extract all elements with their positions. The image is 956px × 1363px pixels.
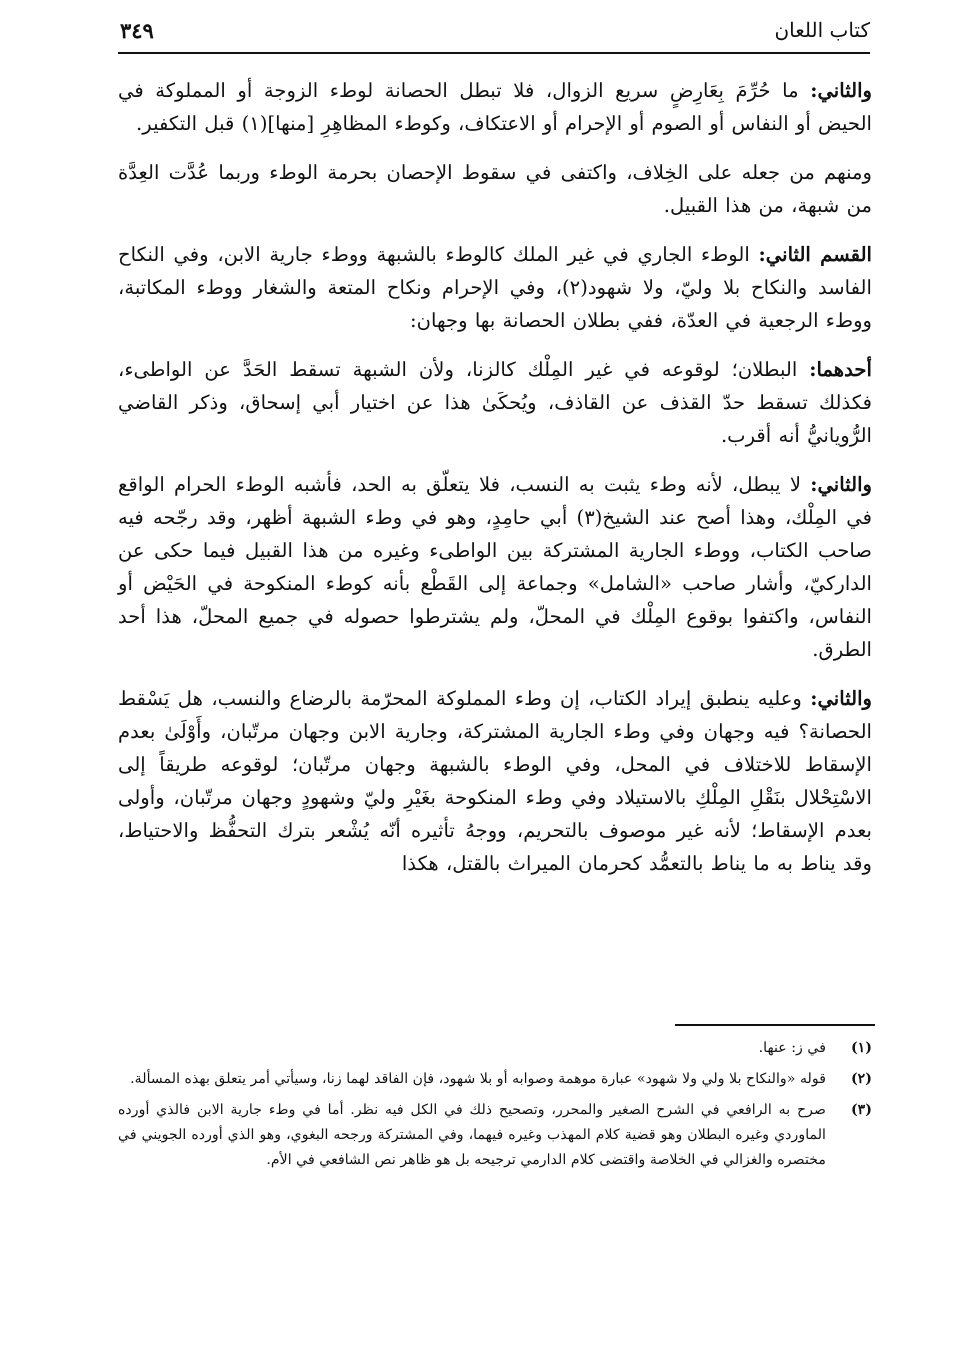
- paragraph-5: [118, 468, 872, 666]
- paragraph-body: ما حُرِّمَ بِعَارِضٍ سريع الزوال، فلا تبطل الحصانة لوطء الزوجة أو المملوكة في الحيض أو النفاس أو الصوم أو الإحرام أو الاعتكاف، وكوطء المظاهِرِ [منها](١) قبل التكفير.: [118, 79, 872, 135]
- footnote-number: (٣): [850, 1102, 872, 1118]
- paragraph-lead: أحدهما:: [809, 358, 872, 381]
- footnote-3: [118, 1098, 872, 1173]
- footnote-text: صرح به الرافعي في الشرح الصغير والمحرر، وتصحيح ذلك في الكل فيه نظر. أما في وطء جارية الابن فالذي أورده الماوردي وغيره البطلان وهو قضية كلام المهذب وغيره فيهما، وفي المشتركة ورجحه البغوي، وهو الذي أورده الجويني في مختصره والغزالي في الخلاصة واقتضى كلام الدارمي ترجيحه بل هو ظاهر نص الشافعي في الأم.: [118, 1102, 826, 1168]
- paragraph-body: الوطء الجاري في غير الملك كالوطء بالشبهة ووطء جارية الابن، وفي النكاح الفاسد والنكاح بلا وليّ، ولا شهود(٢)، وفي الإحرام ونكاح المتعة والشغار ووطء المكاتبة، ووطء الرجعية في العدّة، ففي بطلان الحصانة بها وجهان:: [118, 243, 872, 332]
- paragraph-body: البطلان؛ لوقوعه في غير المِلْك كالزنا، ولأن الشبهة تسقط الحَدَّ عن الواطىء، فكذلك تسقط حدّ القذف عن القاذف، ويُحكَىٰ هذا عن اختيار أبي إسحاق، وذكر القاضي الرُّويانيُّ أنه أقرب.: [118, 358, 872, 447]
- paragraph-2: [118, 156, 872, 222]
- paragraph-body: ومنهم من جعله على الخِلاف، واكتفى في سقوط الإحصان بحرمة الوطء وربما عُدَّت العِدَّة من شبهة، من هذا القبيل.: [118, 161, 872, 217]
- footnote-text: قوله «والنكاح بلا ولي ولا شهود» عبارة موهمة وصوابه أو بلا شهود، فإن الفاقد لهما زنا، وسيأتي أمر يتعلق بهذه المسألة.: [130, 1071, 826, 1087]
- footnote-number: (٢): [850, 1071, 872, 1087]
- paragraph-body: وعليه ينطبق إيراد الكتاب، إن وطء المملوكة المحرّمة بالرضاع والنسب، هل يَسْقط الحصانة؟ فيه وجهان وفي وطء الجارية المشتركة، وجارية الابن وجهان مرتّبان، وأَوْلَىٰ بعدم الإسقاط للاختلاف في المحل، وفي الوطء بالشبهة وجهان مرتّبان؛ لوقوعه طريقاً إلى الاسْتِحْلال بنَقْلِ المِلْكِ بالاستيلاد وفي وطء المنكوحة بغَيْرِ وليّ وشهودٍ وجهان مرتّبان، وأولى بعدم الإسقاط؛ لأنه غير موصوف بالتحريم، ووجهُ تأثيره أنّه يُشْعر بترك التحفُّظ والاحتياط، وقد يناط به ما يناط بالتعمُّد كحرمان الميراث بالقتل، هكذا: [118, 687, 872, 875]
- paragraph-6: [118, 682, 872, 880]
- running-title: كتاب اللعان: [774, 18, 870, 42]
- paragraph-4: [118, 353, 872, 452]
- footnote-separator: [675, 1024, 875, 1026]
- footnote-1: [118, 1036, 872, 1061]
- footnote-number: (١): [850, 1040, 872, 1056]
- page-number: ٣٤٩: [120, 18, 154, 43]
- footnotes: [118, 1036, 872, 1179]
- page-header: [118, 16, 870, 54]
- paragraph-1: [118, 74, 872, 140]
- paragraph-body: لا يبطل، لأنه وطء يثبت به النسب، فلا يتعلّق به الحد، فأشبه الوطء الحرام الواقع في المِلْك، وهذا أصح عند الشيخ(٣) أبي حامِدٍ، وهو في وطء الشبهة أظهر، وقد رجّحه فيه صاحب الكتاب، ووطء الجارية المشتركة بين الواطىء وغيره من هذا القبيل فيما حكى عن الداركيّ، وأشار صاحب «الشامل» وجماعة إلى القَطْع بأنه كوطء المنكوحة في الحَيْض أو النفاس، واكتفوا بوقوع المِلْك في المحلّ، ولم يشترطوا حصوله في جميع المحلّ، هذا أحد الطرق.: [118, 473, 872, 661]
- footnote-text: في ز: عنها.: [758, 1040, 826, 1056]
- main-text: [118, 74, 872, 896]
- paragraph-lead: والثاني:: [810, 79, 872, 102]
- paragraph-lead: القسم الثاني:: [758, 243, 872, 266]
- paragraph-3: [118, 238, 872, 337]
- paragraph-lead: والثاني:: [810, 473, 872, 496]
- footnote-2: [118, 1067, 872, 1092]
- paragraph-lead: والثاني:: [810, 687, 872, 710]
